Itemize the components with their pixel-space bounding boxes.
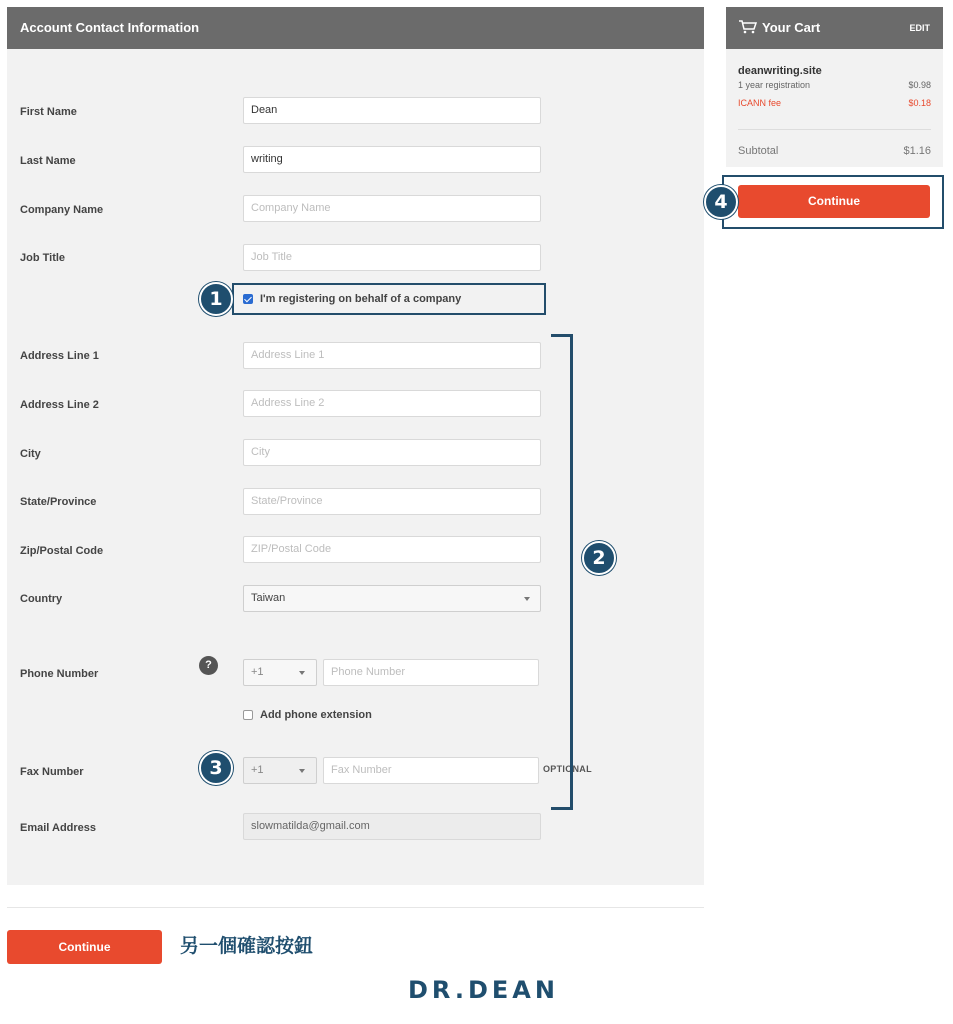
- cart-line-label: 1 year registration: [738, 80, 811, 90]
- first-name-input[interactable]: Dean: [243, 97, 541, 124]
- annotation-badge-3: 3: [199, 751, 233, 785]
- address2-input[interactable]: Address Line 2: [243, 390, 541, 417]
- phone-extension-label: Add phone extension: [260, 709, 372, 721]
- email-label: Email Address: [20, 822, 97, 834]
- cart-line-label: ICANN fee: [738, 98, 782, 108]
- cart-line-price: $0.18: [908, 98, 931, 108]
- cart-domain: deanwriting.site: [738, 65, 822, 77]
- annotation-bracket: [551, 334, 573, 810]
- cart-divider: [738, 129, 931, 130]
- address2-label: Address Line 2: [20, 399, 99, 411]
- country-select[interactable]: [243, 585, 541, 612]
- first-name-label: First Name: [20, 106, 77, 118]
- country-value: Taiwan: [251, 592, 286, 604]
- drdean-logo: DR.DEAN: [408, 976, 559, 1004]
- last-name-label: Last Name: [20, 155, 76, 167]
- bottom-divider: [7, 907, 704, 908]
- annotation-badge-1: 1: [199, 282, 233, 316]
- company-checkbox-label: I'm registering on behalf of a company: [260, 293, 462, 305]
- phone-extension-row[interactable]: [243, 709, 372, 721]
- company-name-label: Company Name: [20, 204, 104, 216]
- job-title-label: Job Title: [20, 252, 66, 264]
- account-contact-form: [7, 7, 704, 885]
- chevron-down-icon: [299, 769, 305, 773]
- help-icon[interactable]: ?: [199, 656, 218, 675]
- cart-header: [726, 7, 943, 49]
- fax-optional-tag: OPTIONAL: [543, 764, 592, 774]
- zip-label: Zip/Postal Code: [20, 545, 104, 557]
- country-label: Country: [20, 593, 63, 605]
- cart-line-icann: [738, 98, 931, 108]
- cart-edit-link[interactable]: EDIT: [909, 23, 930, 33]
- annotation-note: 另一個確認按鈕: [180, 935, 314, 957]
- cart-panel: [726, 7, 943, 167]
- fax-number-input[interactable]: Fax Number: [323, 757, 539, 784]
- cart-line-price: $0.98: [908, 80, 931, 90]
- phone-code-value: +1: [251, 666, 264, 678]
- subtotal-label: Subtotal: [738, 145, 779, 157]
- company-name-input[interactable]: Company Name: [243, 195, 541, 222]
- chevron-down-icon: [524, 597, 530, 601]
- job-title-input[interactable]: Job Title: [243, 244, 541, 271]
- annotation-badge-2: 2: [582, 541, 616, 575]
- zip-input[interactable]: ZIP/Postal Code: [243, 536, 541, 563]
- cart-line-registration: [738, 80, 931, 90]
- form-continue-button[interactable]: Continue: [7, 930, 162, 964]
- cart-icon: [739, 20, 757, 34]
- fax-label: Fax Number: [20, 766, 84, 778]
- fax-country-code-select[interactable]: [243, 757, 317, 784]
- fax-code-value: +1: [251, 764, 264, 776]
- chevron-down-icon: [299, 671, 305, 675]
- email-input: slowmatilda@gmail.com: [243, 813, 541, 840]
- city-input[interactable]: City: [243, 439, 541, 466]
- phone-label: Phone Number: [20, 668, 99, 680]
- cart-title: Your Cart: [762, 20, 821, 35]
- last-name-input[interactable]: writing: [243, 146, 541, 173]
- cart-continue-button[interactable]: Continue: [738, 185, 930, 218]
- address1-input[interactable]: Address Line 1: [243, 342, 541, 369]
- phone-extension-checkbox[interactable]: [243, 710, 253, 720]
- state-input[interactable]: State/Province: [243, 488, 541, 515]
- phone-number-input[interactable]: Phone Number: [323, 659, 539, 686]
- state-label: State/Province: [20, 496, 97, 508]
- city-label: City: [20, 448, 41, 460]
- form-title: Account Contact Information: [7, 7, 704, 49]
- cart-subtotal: [738, 145, 931, 157]
- address1-label: Address Line 1: [20, 350, 99, 362]
- annotation-badge-4: 4: [704, 185, 738, 219]
- annotation-frame-checkbox: [232, 283, 546, 315]
- subtotal-value: $1.16: [903, 145, 931, 157]
- phone-country-code-select[interactable]: [243, 659, 317, 686]
